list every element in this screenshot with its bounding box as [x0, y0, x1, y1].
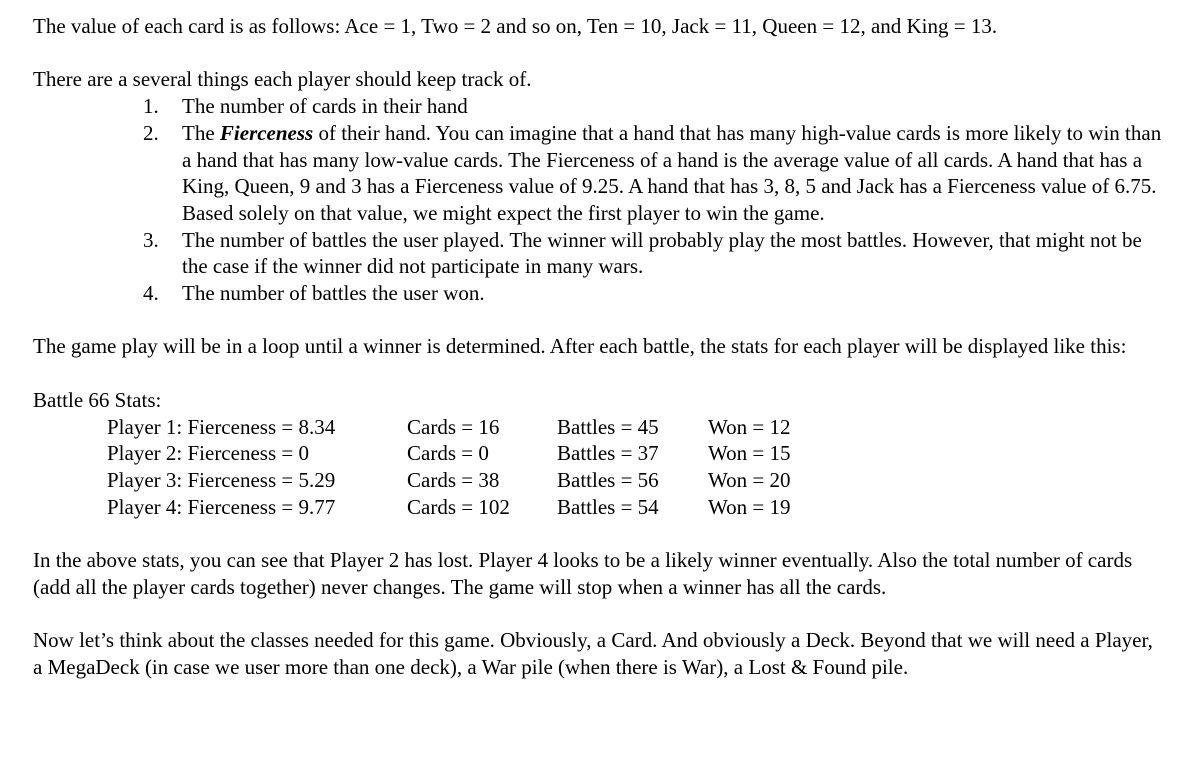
- player-fierceness: Player 2: Fierceness = 0: [107, 441, 309, 466]
- stats-table: [33, 414, 1163, 521]
- player-cards: Cards = 102: [407, 494, 510, 519]
- player-won: Won = 15: [708, 441, 791, 466]
- spacer: [33, 360, 1163, 387]
- classes-paragraph: Now let’s think about the classes needed for this game. Obviously, a Card. And obviously a Deck. Beyond that we will need a Player, a MegaDeck (in case we user more than one deck), a War pile (when there is War), a Lost & Found pile.: [33, 628, 1153, 679]
- player-won: Won = 20: [708, 467, 791, 492]
- spacer: [33, 307, 1163, 334]
- stats-row: [33, 414, 1163, 441]
- player-battles: Battles = 54: [557, 494, 659, 519]
- list-item: [33, 227, 1163, 280]
- spacer: [33, 600, 1163, 627]
- stats-row: [33, 467, 1163, 494]
- card-values-paragraph: The value of each card is as follows: Ace = 1, Two = 2 and so on, Ten = 10, Jack = 11, Queen = 12, and King = 13.: [33, 14, 998, 38]
- player-fierceness: Player 4: Fierceness = 9.77: [107, 494, 336, 519]
- list-item-text: The number of cards in their hand: [182, 94, 468, 119]
- player-cards: Cards = 38: [407, 467, 500, 492]
- stats-title: Battle 66 Stats:: [33, 387, 162, 412]
- list-item: [33, 280, 1163, 307]
- list-item-number: 4.: [143, 281, 159, 306]
- player-cards: Cards = 16: [407, 414, 500, 439]
- player-won: Won = 19: [708, 494, 791, 519]
- player-cards: Cards = 0: [407, 441, 489, 466]
- stats-row: [33, 494, 1163, 521]
- list-item-number: 1.: [143, 94, 159, 119]
- game-loop-paragraph: The game play will be in a loop until a winner is determined. After each battle, the stats for each player will be displayed like this:: [33, 334, 1127, 359]
- player-battles: Battles = 37: [557, 441, 659, 466]
- stats-explanation-paragraph: In the above stats, you can see that Player 2 has lost. Player 4 looks to be a likely winner eventually. Also the total number of cards (add all the player cards together) never changes. The game will stop when a winner has all the cards.: [33, 547, 1133, 599]
- player-fierceness: Player 3: Fierceness = 5.29: [107, 467, 336, 492]
- player-won: Won = 12: [708, 414, 791, 439]
- list-item-number: 3.: [143, 227, 159, 252]
- document-page: [33, 13, 1163, 680]
- list-item-text: The number of battles the user won.: [182, 281, 485, 306]
- list-item-text: of their hand. You can imagine that a hand that has many high-value cards is more likely to win than a hand that has many low-value cards. The Fierceness of a hand is the average value of all cards. A hand that has a King, Queen, 9 and 3 has a Fierceness value of 9.25. A hand that has 3, 8, 5 and Jack has a Fierceness value of 6.75. Based solely on that value, we might expect the first player to win the game.: [182, 120, 1162, 225]
- list-item-text-prefix: The: [182, 120, 220, 145]
- list-item-number: 2.: [143, 120, 159, 145]
- player-fierceness: Player 1: Fierceness = 8.34: [107, 414, 336, 439]
- spacer: [33, 40, 1163, 67]
- stats-row: [33, 440, 1163, 467]
- tracking-list: [33, 93, 1163, 307]
- fierceness-emphasis: Fierceness: [219, 120, 314, 145]
- list-item: [33, 93, 1163, 120]
- list-item-text: The number of battles the user played. The winner will probably play the most battles. However, that might not be the case if the winner did not participate in many wars.: [182, 227, 1142, 279]
- player-battles: Battles = 56: [557, 467, 659, 492]
- player-battles: Battles = 45: [557, 414, 659, 439]
- spacer: [33, 520, 1163, 547]
- list-item: [33, 120, 1163, 227]
- track-intro-paragraph: There are a several things each player should keep track of.: [33, 67, 532, 92]
